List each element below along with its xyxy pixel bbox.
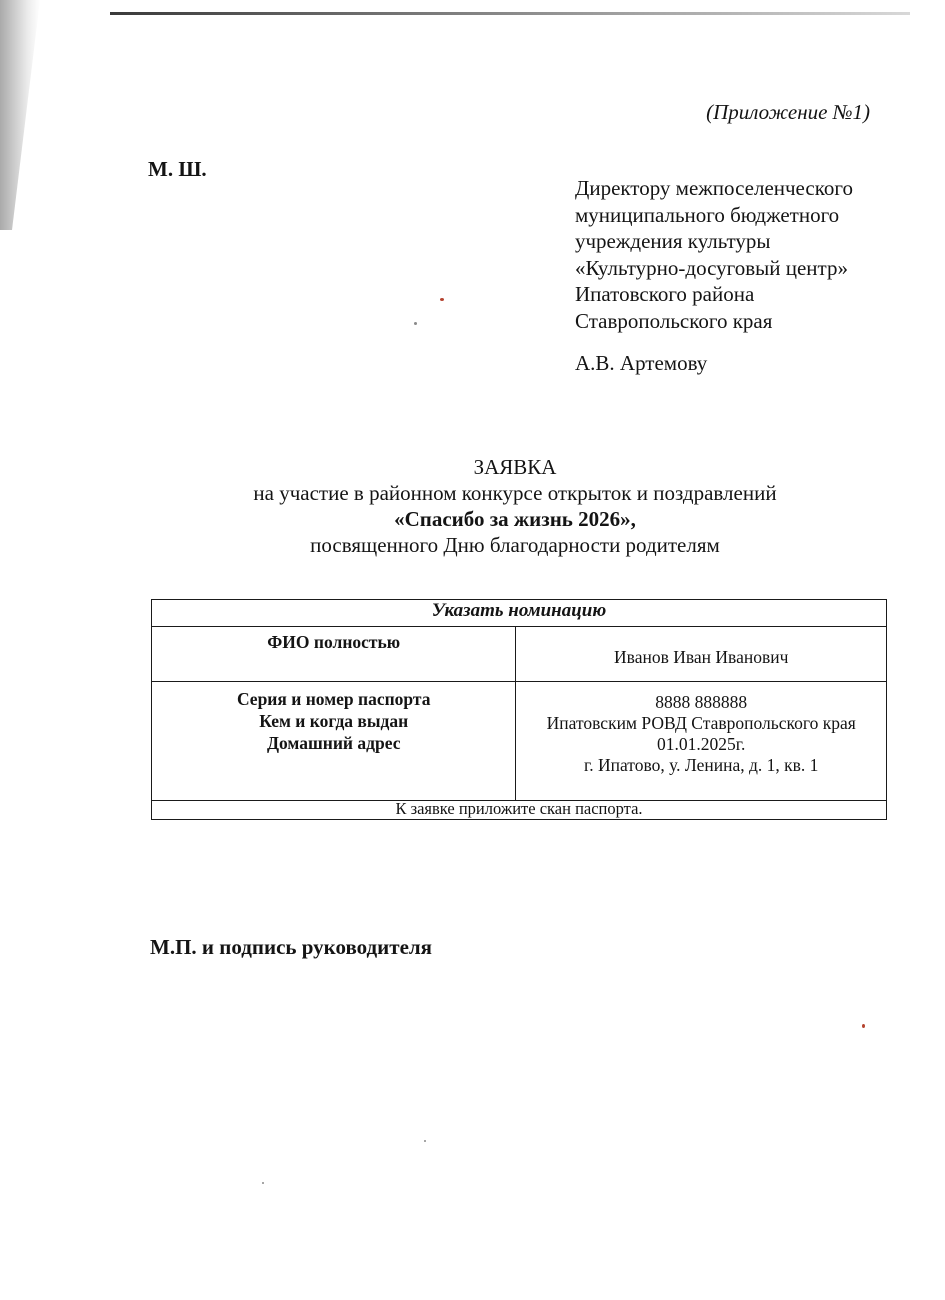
- addressee-line: учреждения культуры: [575, 229, 771, 253]
- table-row: [152, 627, 887, 682]
- passport-values-cell: [516, 682, 887, 801]
- table-row: [152, 600, 887, 627]
- scan-shadow-corner: [0, 0, 40, 230]
- scan-speck: [262, 1182, 264, 1184]
- addressee-line: муниципального бюджетного: [575, 202, 840, 227]
- scan-top-edge: [110, 12, 910, 15]
- addressee-line: Ипатовского района: [575, 282, 755, 306]
- passport-label: Серия и номер паспорта: [236, 689, 431, 709]
- scan-speck: [862, 1024, 865, 1028]
- addressee-line: Ставропольского края: [575, 308, 773, 333]
- table-row: [152, 801, 887, 820]
- fio-label: ФИО полностью: [152, 627, 516, 682]
- scan-speck: [440, 298, 444, 301]
- fio-value: Иванов Иван Иванович: [516, 627, 887, 682]
- addressee-block: [575, 175, 853, 334]
- contest-name: «Спасибо за жизнь 2026»,: [394, 507, 636, 531]
- passport-labels-cell: [152, 682, 516, 801]
- addressee-name: А.В. Артемову: [575, 351, 708, 375]
- passport-label: Кем и когда выдан: [259, 711, 409, 731]
- addressee-line: «Культурно-досуговый центр»: [575, 255, 848, 280]
- addressee-line: Директору межпоселенческого: [575, 176, 853, 200]
- scan-speck: [424, 1140, 426, 1142]
- stamp-label: М. Ш.: [148, 157, 207, 181]
- signature-label: М.П. и подпись руководителя: [150, 935, 433, 959]
- appendix-note: (Приложение №1): [706, 100, 870, 124]
- passport-value: 01.01.2025г.: [657, 734, 746, 754]
- nomination-header: Указать номинацию: [152, 600, 887, 627]
- heading-line: на участие в районном конкурсе открыток и поздравлений: [253, 481, 777, 505]
- table-note: К заявке приложите скан паспорта.: [152, 801, 887, 820]
- scan-speck: [414, 322, 417, 325]
- table-row: [152, 682, 887, 801]
- application-heading: [0, 454, 945, 558]
- passport-value: 8888 888888: [655, 692, 748, 712]
- heading-line: посвященного Дню благодарности родителям: [310, 533, 720, 557]
- passport-value: Ипатовским РОВД Ставропольского края: [546, 713, 856, 733]
- application-form-table: [151, 599, 887, 820]
- passport-label: Домашний адрес: [266, 733, 401, 753]
- passport-value: г. Ипатово, у. Ленина, д. 1, кв. 1: [584, 755, 819, 775]
- heading-title: ЗАЯВКА: [473, 455, 557, 479]
